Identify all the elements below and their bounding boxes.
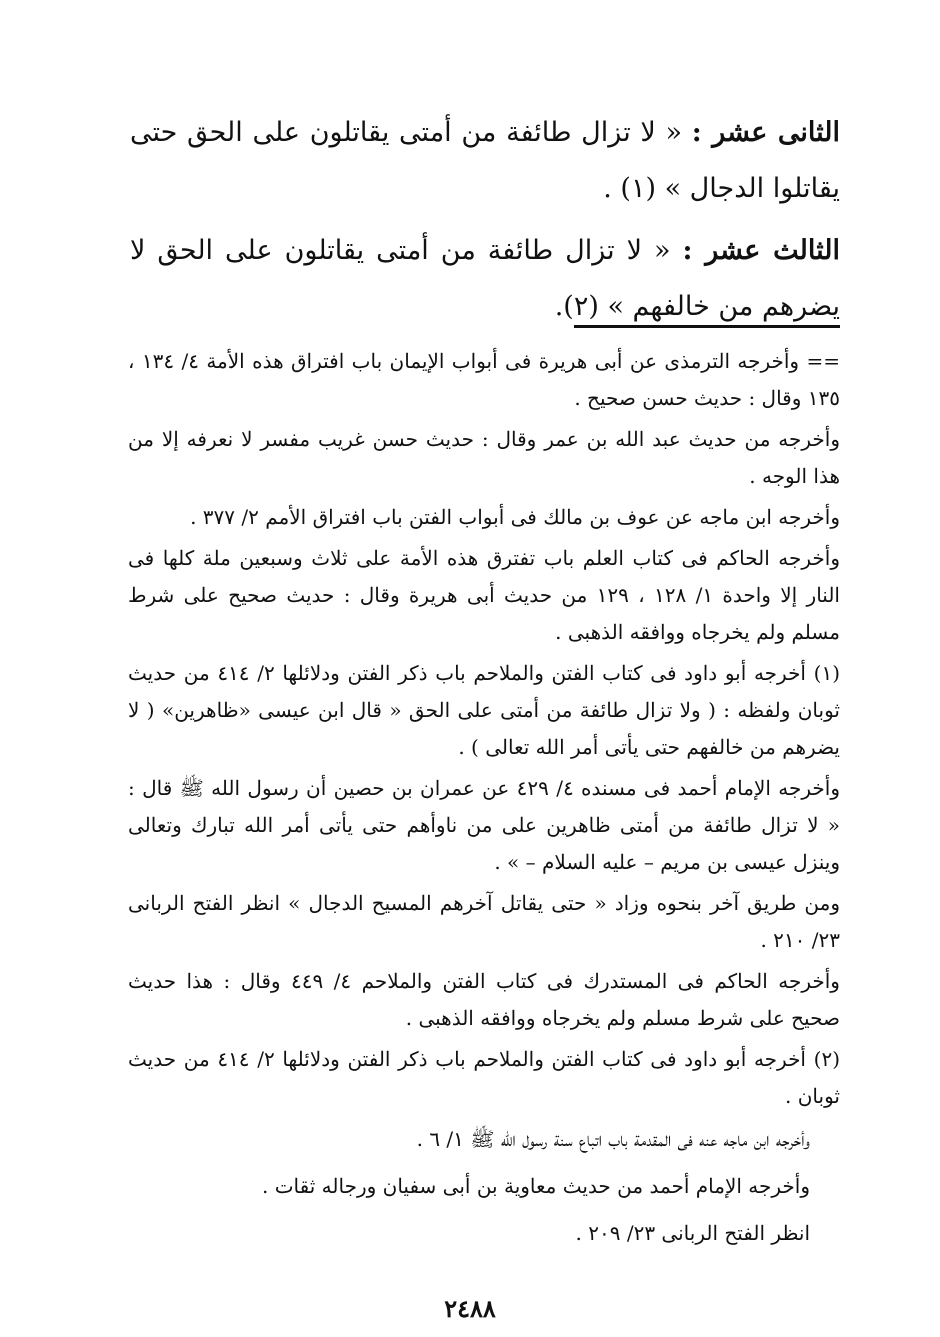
paragraph-label: الثالث عشر :: [682, 235, 840, 266]
footnote-continued: وأخرجه ابن ماجه عن عوف بن مالك فى أبواب الفتن باب افتراق الأمم ٢/ ٣٧٧ .: [190, 505, 840, 529]
page-number: ٢٤٨٨: [444, 1294, 496, 1323]
paragraph-label: الثانى عشر :: [691, 117, 841, 148]
footnote-continued: وأخرجه الحاكم فى كتاب العلم باب تفترق هذه الأمة على ثلاث وسبعين ملة كلها فى النار إلا واحدة ١/ ١٢٨ ، ١٢٩ من حديث أبى هريرة وقال : حديث صحيح على شرط مسلم ولم يخرجاه ووافقه الذهبى .: [128, 546, 840, 644]
footnote-1: (١) أخرجه أبو داود فى كتاب الفتن والملاحم باب ذكر الفتن ودلائلها ٢/ ٤١٤ من حديث ثوبان ولفظه : ( ولا تزال طائفة من أمتى على الحق « قال ابن عيسى «ظاهرين» ( لا يضرهم من خالفهم حتى يأتى أمر الله تعالى ) .: [128, 661, 841, 759]
footnotes: [128, 343, 840, 1260]
footnote-continued: == وأخرجه الترمذى عن أبى هريرة فى أبواب الإيمان باب افتراق هذه الأمة ٤/ ١٣٤ ، ١٣٥ وقال : حديث حسن صحيح .: [128, 349, 840, 410]
footnote-separator: [574, 325, 840, 328]
footnote-2-part: وأخرجه الإمام أحمد من حديث معاوية بن أبى سفيان ورجاله ثقات .: [262, 1174, 810, 1198]
paragraph-text: « لا تزال طائفة من أمتى يقاتلون على الحق لا يضرهم من خالفهم » (٢).: [130, 235, 840, 322]
footnote-1-part: وأخرجه الإمام أحمد فى مسنده ٤/ ٤٢٩ عن عمران بن حصين أن رسول الله ﷺ قال : « لا تزال طائفة من أمتى ظاهرين على من ناوأهم حتى يأتى أمر الله تبارك وتعالى وينزل عيسى بن مريم – عليه السلام – » .: [128, 776, 840, 874]
main-text: [130, 105, 840, 341]
paragraph-thirteenth: [130, 223, 840, 335]
footnote-2-part: انظر الفتح الربانى ٢٣/ ٢٠٩ .: [575, 1221, 810, 1245]
footnote-1-part: وأخرجه الحاكم فى المستدرك فى كتاب الفتن والملاحم ٤/ ٤٤٩ وقال : هذا حديث صحيح على شرط مسلم ولم يخرجاه ووافقه الذهبى .: [128, 969, 840, 1030]
footnote-continued: وأخرجه من حديث عبد الله بن عمر وقال : حديث حسن غريب مفسر لا نعرفه إلا من هذا الوجه .: [128, 427, 840, 488]
paragraph-text: « لا تزال طائفة من أمتى يقاتلون على الحق حتى يقاتلوا الدجال » (١) .: [130, 117, 840, 204]
footnote-1-part: ومن طريق آخر بنحوه وزاد « حتى يقاتل آخرهم المسيح الدجال » انظر الفتح الربانى ٢٣/ ٢١٠ .: [128, 891, 840, 952]
paragraph-twelfth: [130, 105, 840, 217]
footnote-2: (٢) أخرجه أبو داود فى كتاب الفتن والملاحم باب ذكر الفتن ودلائلها ٢/ ٤١٤ من حديث ثوبان .: [128, 1047, 841, 1108]
footnote-2-part: وأخرجه ابن ماجه عنه فى المقدمة باب اتباع سنة رسول الله ﷺ ١/ ٦ .: [416, 1127, 810, 1151]
